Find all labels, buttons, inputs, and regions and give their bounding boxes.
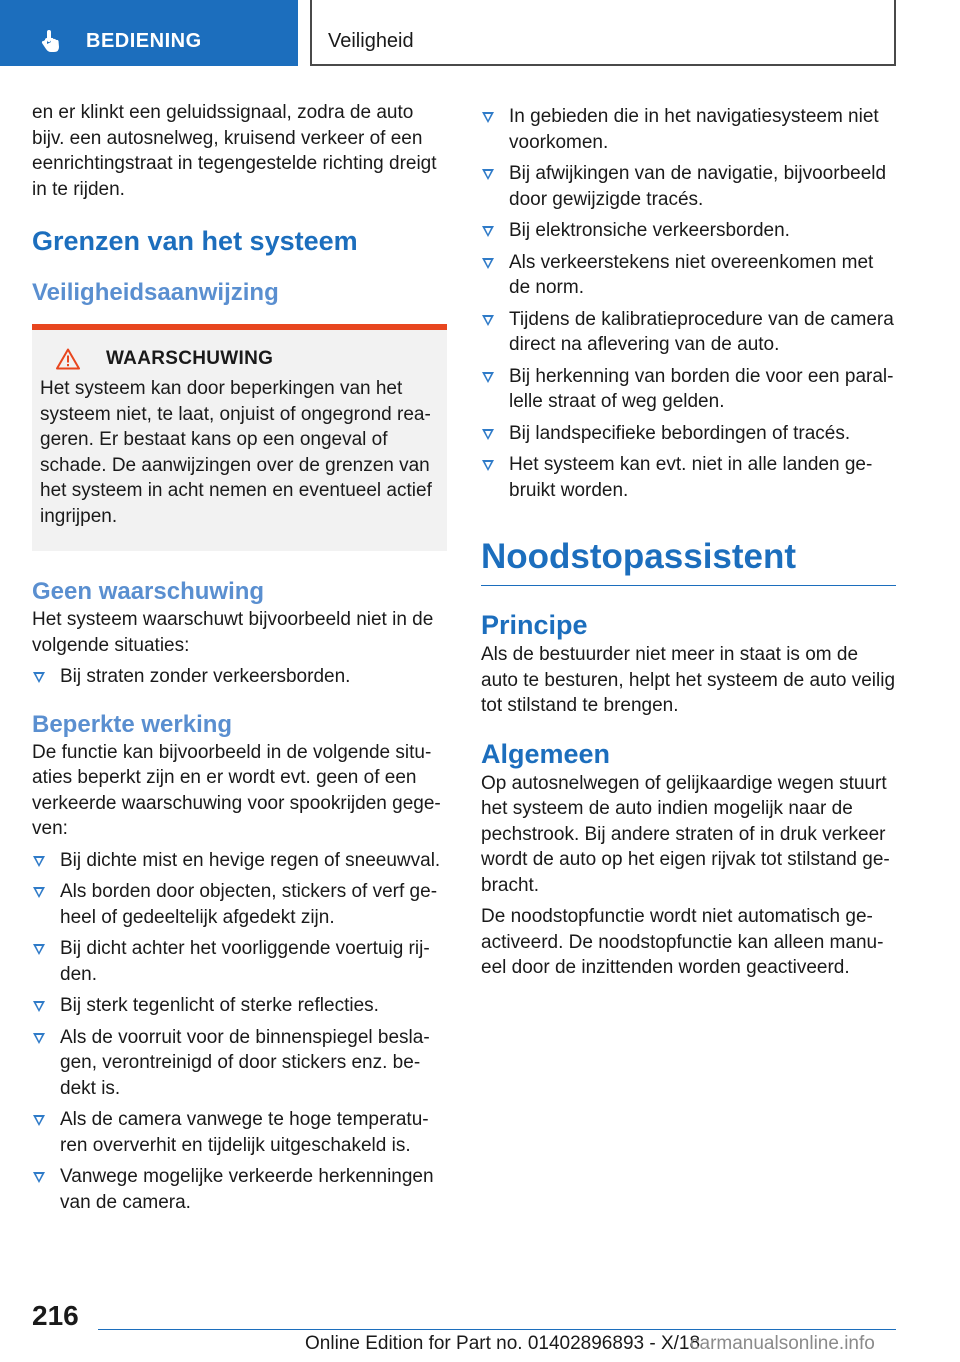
warning-triangle-icon — [56, 348, 80, 370]
bullet-triangle-icon — [482, 315, 494, 326]
list-item: Als de camera vanwege te hoge temperaturen oververhit en tijdelijk uitgeschakeld is. — [32, 1107, 447, 1158]
intro-paragraph: en er klinkt een geluidssignaal, zodra de auto bijv. een autosnelweg, kruisend verkeer of een eenrichtingstraat in tegengestelde richting dreigt in te rijden. — [32, 102, 437, 200]
chapter-label: BEDIENING — [86, 30, 202, 52]
list-item: Het systeem kan evt. niet in alle landen gebruikt worden. — [481, 452, 896, 503]
edition-text: Online Edition for Part no. 01402896893 - X/18 — [305, 1333, 701, 1354]
list-item: In gebieden die in het navigatiesysteem niet voorkomen. — [481, 104, 896, 155]
heading-geen-waarschuwing: Geen waarschuwing — [32, 578, 265, 605]
heading-algemeen: Algemeen — [481, 738, 611, 769]
bullet-triangle-icon — [482, 258, 494, 269]
bullet-triangle-icon — [482, 460, 494, 471]
bullet-triangle-icon — [482, 226, 494, 237]
list-item: Bij dichte mist en hevige regen of sneeuwval. — [32, 848, 447, 874]
list-item: Bij landspecifieke bebordingen of tracés. — [481, 421, 896, 447]
bullet-triangle-icon — [33, 672, 45, 683]
bullet-triangle-icon — [33, 1033, 45, 1044]
algemeen-paragraph-1: Op autosnelwegen of gelijkaardige wegen stuurt het systeem de auto indien mogelijk naar de pechstrook. Bij andere straten of in druk verkeer wordt de auto op het eigen rijvak tot stilstand gebracht. — [481, 772, 890, 896]
bullet-triangle-icon — [33, 856, 45, 867]
list-item: Als de voorruit voor de binnenspiegel beslagen, verontreinigd of door stickers enz. bedekt is. — [32, 1025, 447, 1102]
page-header — [0, 0, 960, 66]
warning-header — [40, 348, 439, 370]
section-label: Veiligheid — [328, 30, 414, 52]
watermark: carmanualsonline.info — [690, 1333, 875, 1354]
chapter-tab[interactable] — [0, 0, 298, 66]
section-tab — [310, 0, 896, 66]
list-item: Bij afwijkingen van de navigatie, bijvoorbeeld door gewijzigde tracés. — [481, 161, 896, 212]
list-item: Bij sterk tegenlicht of sterke reflecties. — [32, 993, 447, 1019]
geen-paragraph: Het systeem waarschuwt bijvoorbeeld niet in de volgende situaties: — [32, 609, 434, 656]
warning-text: Het systeem kan door beperkingen van het systeem niet, te laat, onjuist of ongegrond reageren. Er bestaat kans op een ongeval of schade. De aanwijzingen over de grenzen van het systeem in acht nemen en eventueel actief ingrijpen. — [40, 378, 432, 527]
heading-beperkte-werking: Beperkte werking — [32, 710, 233, 738]
principe-paragraph: Als de bestuurder niet meer in staat is om de auto te besturen, helpt het systeem de auto veilig tot stilstand te brengen. — [481, 644, 896, 716]
bullet-triangle-icon — [33, 1001, 45, 1012]
hand-pointer-icon — [40, 28, 66, 54]
bullet-triangle-icon — [33, 1115, 45, 1126]
warning-box — [32, 324, 447, 551]
list-item: Tijdens de kalibratieprocedure van de camera direct na aflevering van de auto. — [481, 307, 896, 358]
geen-list — [32, 664, 447, 690]
algemeen-paragraph-2: De noodstopfunctie wordt niet automatisch geactiveerd. De noodstopfunctie kan alleen manueel door de inzittenden worden geactiveerd. — [481, 906, 884, 978]
beperkt-list — [32, 848, 447, 1216]
right-column — [481, 104, 896, 981]
heading-principe: Principe — [481, 610, 588, 640]
page-number: 216 — [32, 1300, 79, 1331]
list-item: Bij elektronsiche verkeersborden. — [481, 218, 896, 244]
bullet-triangle-icon — [33, 887, 45, 898]
list-item: Bij dicht achter het voorliggende voertuig rijden. — [32, 936, 447, 987]
list-item: Bij straten zonder verkeersborden. — [32, 664, 447, 690]
heading-noodstopassistent: Noodstopassistent — [481, 535, 896, 586]
right-list — [481, 104, 896, 503]
bullet-triangle-icon — [33, 1172, 45, 1183]
list-item: Als borden door objecten, stickers of verf geheel of gedeeltelijk afgedekt zijn. — [32, 879, 447, 930]
bullet-triangle-icon — [482, 429, 494, 440]
warning-title: WAARSCHUWING — [106, 348, 274, 369]
heading-grenzen: Grenzen van het systeem — [32, 226, 358, 256]
bullet-triangle-icon — [482, 112, 494, 123]
heading-veiligheid: Veiligheidsaanwijzing — [32, 279, 279, 306]
beperkt-paragraph: De functie kan bijvoorbeeld in de volgende situaties beperkt zijn en er wordt evt. geen of een verkeerde waarschuwing voor spookrijden gegeven: — [32, 741, 441, 839]
list-item: Als verkeerstekens niet overeenkomen met de norm. — [481, 250, 896, 301]
list-item: Bij herkenning van borden die voor een parallelle straat of weg gelden. — [481, 364, 896, 415]
list-item: Vanwege mogelijke verkeerde herkenningen van de camera. — [32, 1164, 447, 1215]
bullet-triangle-icon — [33, 944, 45, 955]
footer-rule — [98, 1329, 896, 1330]
bullet-triangle-icon — [482, 372, 494, 383]
bullet-triangle-icon — [482, 169, 494, 180]
left-column — [32, 100, 447, 1215]
